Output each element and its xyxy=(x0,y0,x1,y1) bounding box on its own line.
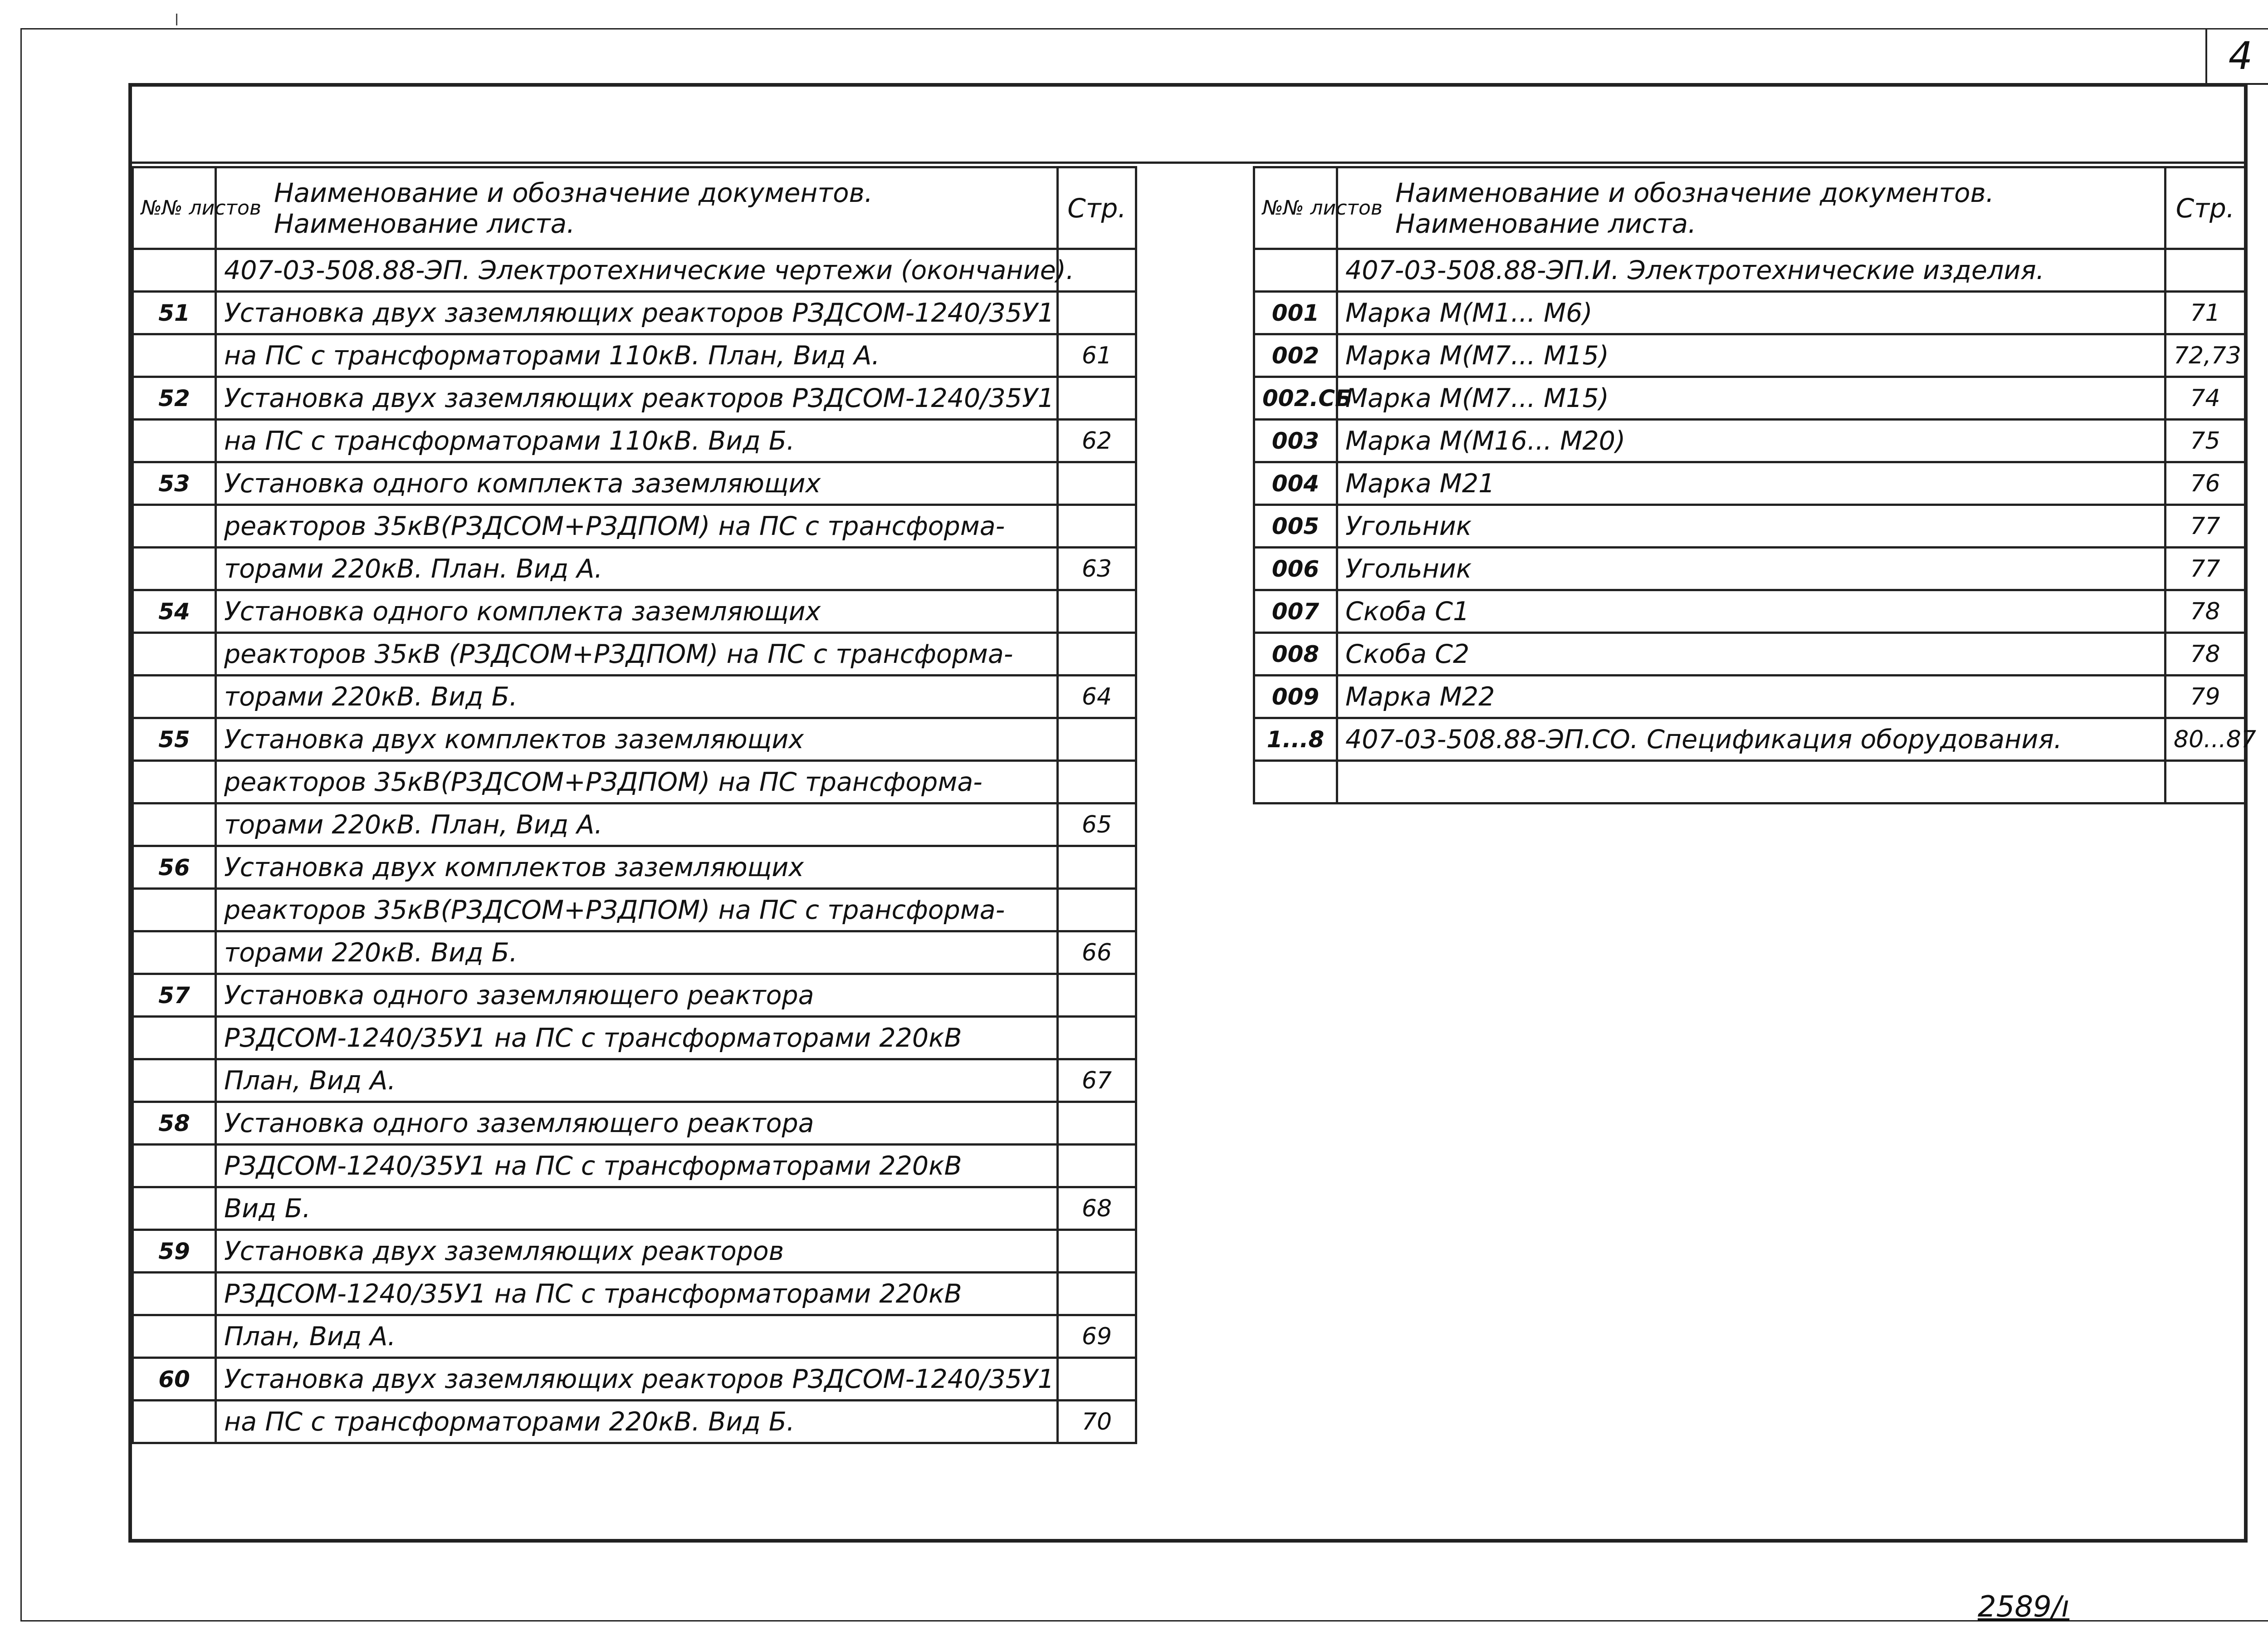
document-name-cell: Установка двух заземляющих реакторов xyxy=(216,1230,1058,1273)
sheet-number-cell: 003 xyxy=(1254,420,1337,462)
page-cell: 80...87 xyxy=(2165,718,2245,761)
document-name-cell: РЗДСОМ-1240/35У1 на ПС с трансформаторами 220кВ xyxy=(216,1273,1058,1315)
sheet-number-cell xyxy=(133,1145,216,1187)
margin-tick xyxy=(176,14,177,25)
sheet-number-cell xyxy=(133,1273,216,1315)
table-row xyxy=(1254,334,2245,377)
table-row xyxy=(133,974,1136,1017)
page-cell xyxy=(2165,761,2245,803)
document-name-cell: Установка двух заземляющих реакторов РЗДСОМ-1240/35У1 xyxy=(216,292,1058,334)
table-row xyxy=(1254,590,2245,633)
document-name-cell: План, Вид А. xyxy=(216,1315,1058,1358)
sheet-number-cell xyxy=(133,420,216,462)
document-name-cell: Марка М22 xyxy=(1337,676,2165,718)
table-row xyxy=(133,803,1136,846)
sheet-number-cell: 001 xyxy=(1254,292,1337,334)
document-name-cell xyxy=(1337,761,2165,803)
document-name-cell: Установка двух заземляющих реакторов РЗДСОМ-1240/35У1 xyxy=(216,377,1058,420)
frame-top-band xyxy=(132,87,2244,164)
page-cell: 62 xyxy=(1058,420,1136,462)
page-cell xyxy=(1058,505,1136,548)
sheet-number-cell xyxy=(133,1059,216,1102)
sheet-number-cell: 60 xyxy=(133,1358,216,1401)
sheet-number-cell xyxy=(133,249,216,292)
document-name-cell: Марка М(М1... М6) xyxy=(1337,292,2165,334)
table-row xyxy=(133,590,1136,633)
document-name-cell: 407-03-508.88-ЭП.И. Электротехнические изделия. xyxy=(1337,249,2165,292)
page-cell: 69 xyxy=(1058,1315,1136,1358)
table-row xyxy=(1254,292,2245,334)
document-name-cell: Угольник xyxy=(1337,548,2165,590)
header-name-line1: Наименование и обозначение документов. xyxy=(274,177,873,208)
table-row xyxy=(133,1017,1136,1059)
sheet-number-cell: 56 xyxy=(133,846,216,889)
document-name-cell: торами 220кВ. Вид Б. xyxy=(216,931,1058,974)
page-cell: 72,73 xyxy=(2165,334,2245,377)
page-cell xyxy=(1058,292,1136,334)
document-name-cell: торами 220кВ. План, Вид А. xyxy=(216,803,1058,846)
document-name-cell: торами 220кВ. Вид Б. xyxy=(216,676,1058,718)
table-row xyxy=(1254,548,2245,590)
table-row xyxy=(1254,761,2245,803)
header-name-line2: Наименование листа. xyxy=(1395,208,1696,239)
page-cell xyxy=(1058,1145,1136,1187)
page-cell xyxy=(1058,1358,1136,1401)
sheet-number-cell xyxy=(133,334,216,377)
page-cell: 70 xyxy=(1058,1401,1136,1443)
page-cell xyxy=(1058,846,1136,889)
document-name-cell: на ПС с трансформаторами 110кВ. План, Вид А. xyxy=(216,334,1058,377)
document-name-cell: Скоба С1 xyxy=(1337,590,2165,633)
sheet-number-cell xyxy=(133,1017,216,1059)
table-row xyxy=(133,1358,1136,1401)
table-row xyxy=(133,846,1136,889)
sheet-number-cell: 54 xyxy=(133,590,216,633)
left-document-index-table xyxy=(132,166,1137,1444)
document-name-cell: реакторов 35кВ(РЗДСОМ+РЗДПОМ) на ПС с трансформа- xyxy=(216,889,1058,931)
table-row xyxy=(1254,718,2245,761)
sheet-number-cell xyxy=(133,1401,216,1443)
sheet-number-cell: 1...8 xyxy=(1254,718,1337,761)
sheet-number: 4 xyxy=(2205,28,2268,85)
sheet-number-cell: 005 xyxy=(1254,505,1337,548)
sheet-number-cell: 57 xyxy=(133,974,216,1017)
page-cell xyxy=(1058,633,1136,676)
table-row xyxy=(1254,249,2245,292)
document-name-cell: на ПС с трансформаторами 110кВ. Вид Б. xyxy=(216,420,1058,462)
document-name-cell: Установка двух комплектов заземляющих xyxy=(216,718,1058,761)
table-row xyxy=(1254,462,2245,505)
document-name-cell: Угольник xyxy=(1337,505,2165,548)
header-sheet-number: №№ листов xyxy=(133,167,216,249)
table-row xyxy=(133,1059,1136,1102)
table-row xyxy=(1254,420,2245,462)
sheet-number-cell: 59 xyxy=(133,1230,216,1273)
document-name-cell: 407-03-508.88-ЭП.СО. Спецификация оборудования. xyxy=(1337,718,2165,761)
page-cell xyxy=(1058,590,1136,633)
table-row xyxy=(133,931,1136,974)
table-row xyxy=(133,1230,1136,1273)
sheet-number-cell: 004 xyxy=(1254,462,1337,505)
sheet-number-cell: 007 xyxy=(1254,590,1337,633)
table-header-row xyxy=(1254,167,2245,249)
page-cell xyxy=(1058,462,1136,505)
page-cell: 68 xyxy=(1058,1187,1136,1230)
header-sheet-number: №№ листов xyxy=(1254,167,1337,249)
table-row xyxy=(133,462,1136,505)
table-row xyxy=(133,633,1136,676)
archive-stamp: 2589/ı xyxy=(1978,1590,2070,1624)
document-name-cell: торами 220кВ. План. Вид А. xyxy=(216,548,1058,590)
page-cell: 79 xyxy=(2165,676,2245,718)
sheet-number-cell xyxy=(133,761,216,803)
document-name-cell: Марка М(М16... М20) xyxy=(1337,420,2165,462)
document-name-cell: РЗДСОМ-1240/35У1 на ПС с трансформаторами 220кВ xyxy=(216,1145,1058,1187)
document-name-cell: 407-03-508.88-ЭП. Электротехнические чертежи (окончание). xyxy=(216,249,1058,292)
sheet-number-cell xyxy=(1254,761,1337,803)
document-name-cell: Марка М(М7... М15) xyxy=(1337,334,2165,377)
sheet-number-cell xyxy=(133,803,216,846)
table-row xyxy=(133,292,1136,334)
page-cell: 63 xyxy=(1058,548,1136,590)
page-cell: 67 xyxy=(1058,1059,1136,1102)
sheet-number-cell: 002 xyxy=(1254,334,1337,377)
page-cell xyxy=(1058,1273,1136,1315)
page-cell xyxy=(1058,1017,1136,1059)
document-name-cell: Установка двух комплектов заземляющих xyxy=(216,846,1058,889)
page-cell: 66 xyxy=(1058,931,1136,974)
page-cell: 74 xyxy=(2165,377,2245,420)
document-name-cell: реакторов 35кВ(РЗДСОМ+РЗДПОМ) на ПС трансформа- xyxy=(216,761,1058,803)
sheet-number-cell: 52 xyxy=(133,377,216,420)
page-cell: 78 xyxy=(2165,633,2245,676)
document-name-cell: реакторов 35кВ(РЗДСОМ+РЗДПОМ) на ПС с трансформа- xyxy=(216,505,1058,548)
page-cell xyxy=(1058,761,1136,803)
page-cell: 75 xyxy=(2165,420,2245,462)
document-name-cell: Вид Б. xyxy=(216,1187,1058,1230)
sheet-number-cell xyxy=(133,1315,216,1358)
table-row xyxy=(133,334,1136,377)
document-name-cell: реакторов 35кВ (РЗДСОМ+РЗДПОМ) на ПС с трансформа- xyxy=(216,633,1058,676)
document-name-cell: Марка М21 xyxy=(1337,462,2165,505)
table-row xyxy=(133,889,1136,931)
sheet-number-cell: 53 xyxy=(133,462,216,505)
document-name-cell: Установка одного комплекта заземляющих xyxy=(216,590,1058,633)
page-cell: 78 xyxy=(2165,590,2245,633)
page-cell xyxy=(1058,377,1136,420)
sheet-number-cell xyxy=(133,931,216,974)
document-name-cell: Установка одного комплекта заземляющих xyxy=(216,462,1058,505)
table-row xyxy=(1254,505,2245,548)
table-row xyxy=(133,377,1136,420)
table-row xyxy=(133,761,1136,803)
page-cell: 64 xyxy=(1058,676,1136,718)
sheet-number-cell: 55 xyxy=(133,718,216,761)
document-name-cell: на ПС с трансформаторами 220кВ. Вид Б. xyxy=(216,1401,1058,1443)
header-page: Стр. xyxy=(1058,167,1136,249)
sheet-number-cell xyxy=(133,1187,216,1230)
document-name-cell: Установка двух заземляющих реакторов РЗДСОМ-1240/35У1 xyxy=(216,1358,1058,1401)
page-cell xyxy=(2165,249,2245,292)
sheet-number-cell xyxy=(133,505,216,548)
document-name-cell: Марка М(М7... М15) xyxy=(1337,377,2165,420)
sheet-number-cell xyxy=(133,676,216,718)
page-cell: 77 xyxy=(2165,548,2245,590)
sheet-number-cell: 009 xyxy=(1254,676,1337,718)
table-row xyxy=(133,1187,1136,1230)
sheet-number-cell xyxy=(133,548,216,590)
page-cell: 71 xyxy=(2165,292,2245,334)
document-name-cell: Установка одного заземляющего реактора xyxy=(216,974,1058,1017)
page-cell: 65 xyxy=(1058,803,1136,846)
page-cell: 61 xyxy=(1058,334,1136,377)
table-row xyxy=(133,505,1136,548)
sheet-number-cell xyxy=(1254,249,1337,292)
table-row xyxy=(133,1401,1136,1443)
table-row xyxy=(133,420,1136,462)
table-row xyxy=(1254,633,2245,676)
sheet-number-cell xyxy=(133,633,216,676)
table-row xyxy=(133,548,1136,590)
header-page: Стр. xyxy=(2165,167,2245,249)
table-header-row xyxy=(133,167,1136,249)
right-document-index-table xyxy=(1253,166,2256,804)
header-name-line1: Наименование и обозначение документов. xyxy=(1395,177,1994,208)
page-cell: 77 xyxy=(2165,505,2245,548)
sheet-number-cell xyxy=(133,889,216,931)
table-row xyxy=(1254,377,2245,420)
table-row xyxy=(133,1102,1136,1145)
header-document-name xyxy=(216,167,1058,249)
table-row xyxy=(1254,676,2245,718)
sheet-number-cell: 006 xyxy=(1254,548,1337,590)
sheet-number-cell: 51 xyxy=(133,292,216,334)
page-cell xyxy=(1058,889,1136,931)
sheet-number-cell: 58 xyxy=(133,1102,216,1145)
document-name-cell: Установка одного заземляющего реактора xyxy=(216,1102,1058,1145)
document-name-cell: Скоба С2 xyxy=(1337,633,2165,676)
document-name-cell: РЗДСОМ-1240/35У1 на ПС с трансформаторами 220кВ xyxy=(216,1017,1058,1059)
page-cell xyxy=(1058,974,1136,1017)
table-row xyxy=(133,1273,1136,1315)
table-row xyxy=(133,1145,1136,1187)
table-row xyxy=(133,1315,1136,1358)
table-row xyxy=(133,718,1136,761)
header-name-line2: Наименование листа. xyxy=(274,208,575,239)
page-cell xyxy=(1058,718,1136,761)
page-cell xyxy=(1058,1102,1136,1145)
page-cell: 76 xyxy=(2165,462,2245,505)
page-cell xyxy=(1058,1230,1136,1273)
sheet-number-cell: 008 xyxy=(1254,633,1337,676)
table-row xyxy=(133,249,1136,292)
header-document-name xyxy=(1337,167,2165,249)
document-name-cell: План, Вид А. xyxy=(216,1059,1058,1102)
table-row xyxy=(133,676,1136,718)
sheet-number-cell: 002.СБ xyxy=(1254,377,1337,420)
